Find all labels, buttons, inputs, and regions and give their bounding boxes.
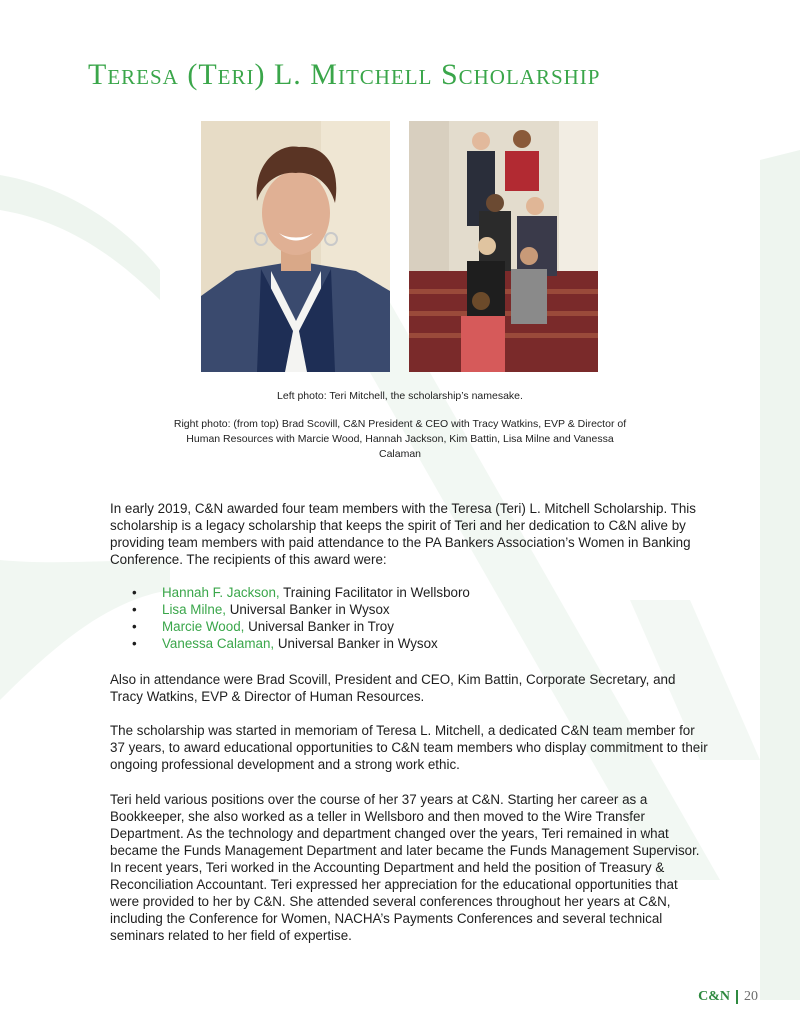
list-item [132,618,470,635]
cn-logo: C&N [698,989,730,1004]
footer-divider [736,990,738,1004]
recipient-name: Vanessa Calaman, [162,636,275,651]
recipient-name: Hannah F. Jackson, [162,585,280,600]
history-paragraph: Teri held various positions over the course of her 37 years at C&N. Starting her career as a Bookkeeper, she also worked as a teller in Wellsboro and then moved to the Wire Transfer Department. As the technology and department changed over the years, Teri remained in what became the Funds Management Department and later became the Funds Management Supervisor. In recent years, Teri worked in the Accounting Department and held the position of Treasury & Reconciliation Accountant. Teri expressed her appreciation for the educational opportunities that were provided to her by C&N. She attended several conferences throughout her years at C&N, including the Conference for Women, NACHA’s Payments Conferences and several technical seminars related to her field of expertise. [110,792,700,943]
bullet-icon: • [132,619,137,634]
recipient-role: Universal Banker in Troy [244,619,394,634]
list-item [132,635,470,652]
page-number: 20 [744,989,758,1004]
memoriam-paragraph: The scholarship was started in memoriam of Teresa L. Mitchell, a dedicated C&N team member for 37 years, to award educational opportunities to C&N team members who display commitment to their ongoing professional development and a strong work ethic. [110,723,708,772]
list-item [132,601,470,618]
left-photo-caption: Left photo: Teri Mitchell, the scholarship’s namesake. [277,390,523,402]
recipient-role: Training Facilitator in Wellsboro [279,585,470,600]
attendance-paragraph: Also in attendance were Brad Scovill, President and CEO, Kim Battin, Corporate Secretary, and Tracy Watkins, EVP & Director of Human Resources. [110,672,676,704]
recipients-list [132,584,470,652]
teri-mitchell-portrait [201,121,390,372]
recipient-role: Universal Banker in Wysox [226,602,390,617]
team-group-photo [409,121,598,372]
recipient-role: Universal Banker in Wysox [274,636,438,651]
recipient-name: Marcie Wood, [162,619,245,634]
bullet-icon: • [132,585,137,600]
bullet-icon: • [132,636,137,651]
intro-paragraph: In early 2019, C&N awarded four team members with the Teresa (Teri) L. Mitchell Scholarship. This scholarship is a legacy scholarship that keeps the spirit of Teri and her dedication to C&N alive by providing team members with paid attendance to the PA Bankers Association’s Women in Banking Conference. The recipients of this award were: [110,501,696,567]
page-title: Teresa (Teri) L. Mitchell Scholarship [88,58,601,91]
bullet-icon: • [132,602,137,617]
list-item [132,584,470,601]
page-footer [698,989,758,1005]
right-photo-caption: Right photo: (from top) Brad Scovill, C&N President & CEO with Tracy Watkins, EVP & Director of Human Resources with Marcie Wood, Hannah Jackson, Kim Battin, Lisa Milne and Vanessa Calaman [173,418,627,460]
recipient-name: Lisa Milne, [162,602,227,617]
